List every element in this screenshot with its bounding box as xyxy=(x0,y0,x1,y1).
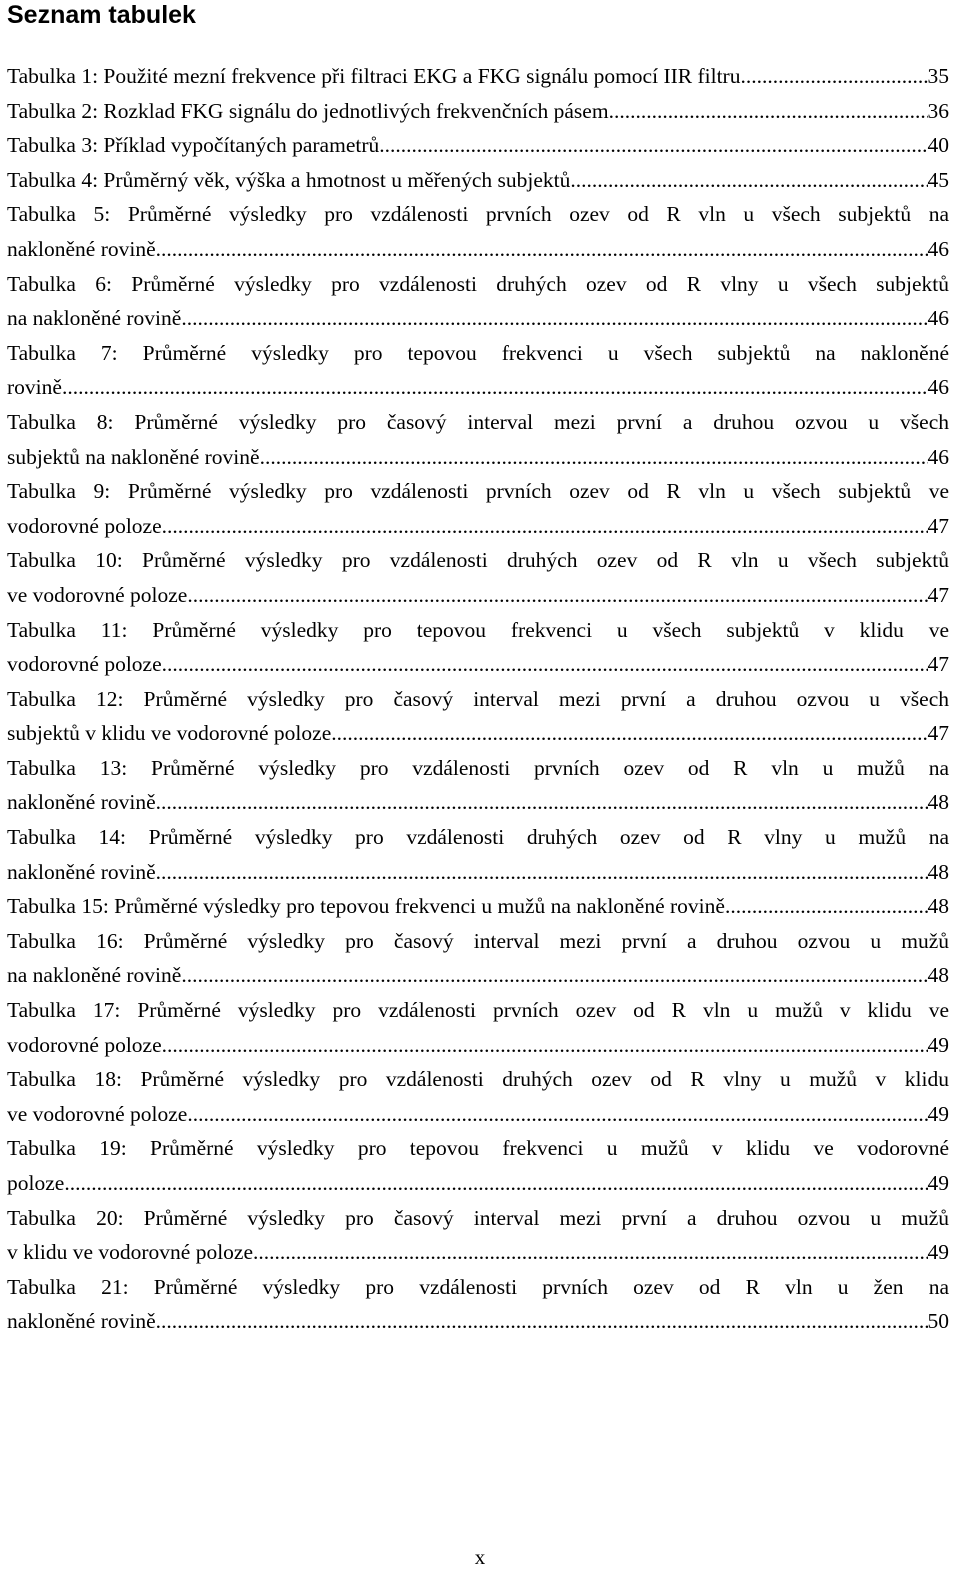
toc-entry-text: ve vodorovné poloze xyxy=(7,582,188,607)
toc-entry[interactable] xyxy=(7,1270,949,1339)
toc-entry[interactable] xyxy=(7,163,949,198)
toc-entry[interactable] xyxy=(7,1062,949,1131)
page-number-footer: x xyxy=(474,1545,486,1569)
toc-page-number: 47 xyxy=(927,721,949,746)
toc-entry-text: Tabulka 4: Průměrný věk, výška a hmotnost u měřených subjektů xyxy=(7,167,571,192)
toc-page-number: 36 xyxy=(927,98,949,123)
dot-leader xyxy=(570,163,927,198)
toc-entry[interactable] xyxy=(7,613,949,682)
dot-leader xyxy=(187,578,927,613)
toc-entry-text: Tabulka 19: Průměrné výsledky pro tepovou frekvenci u mužů v klidu ve vodorovné xyxy=(7,1136,949,1161)
toc-entry-text: subjektů v klidu ve vodorovné poloze xyxy=(7,721,332,746)
toc-entry-text: Tabulka 12: Průměrné výsledky pro časový interval mezi první a druhou ozvou u všech xyxy=(7,686,949,711)
dot-leader xyxy=(609,94,928,129)
toc-page-number: 35 xyxy=(927,64,949,88)
toc-entry-text: Tabulka 15: Průměrné výsledky pro tepovou frekvenci u mužů na nakloněné rovině xyxy=(7,894,725,919)
toc-entry-text: Tabulka 3: Příklad vypočítaných parametrů xyxy=(7,133,380,158)
dot-leader xyxy=(331,716,927,751)
toc-entry[interactable] xyxy=(7,993,949,1062)
toc-page-number: 40 xyxy=(927,133,949,158)
toc-entry[interactable] xyxy=(7,267,949,336)
toc-page-number: 50 xyxy=(927,1309,949,1334)
toc-entry-text: nakloněné rovině xyxy=(7,790,156,815)
toc-entry-text: v klidu ve vodorovné poloze xyxy=(7,1240,254,1265)
toc-entry[interactable] xyxy=(7,751,949,820)
toc-entry-text: subjektů na nakloněné rovině xyxy=(7,444,260,469)
toc-entry-text: Tabulka 16: Průměrné výsledky pro časový interval mezi první a druhou ozvou u mužů xyxy=(7,928,949,953)
toc-page-number: 48 xyxy=(927,963,949,988)
toc-page-number: 46 xyxy=(927,306,949,331)
dot-leader xyxy=(162,509,928,544)
toc-page-number: 46 xyxy=(927,375,949,400)
dot-leader xyxy=(162,647,928,682)
dot-leader xyxy=(162,1028,928,1063)
toc-entry[interactable] xyxy=(7,820,949,889)
toc-page-number: 48 xyxy=(927,790,949,815)
toc-entry[interactable] xyxy=(7,682,949,751)
toc-entry-text: na nakloněné rovině xyxy=(7,963,182,988)
dot-leader xyxy=(379,128,927,163)
toc-page-number: 45 xyxy=(927,167,949,192)
toc-entry[interactable] xyxy=(7,197,949,266)
toc-entry-text: Tabulka 17: Průměrné výsledky pro vzdálenosti prvních ozev od R vln u mužů v klidu ve xyxy=(7,998,949,1023)
toc-entry-text: nakloněné rovině xyxy=(7,1309,156,1334)
toc-entry-text: Tabulka 14: Průměrné výsledky pro vzdálenosti druhých ozev od R vlny u mužů na xyxy=(7,825,949,850)
toc-page-number: 49 xyxy=(927,1101,949,1126)
toc-entry[interactable] xyxy=(7,474,949,543)
toc-page-number: 47 xyxy=(927,652,949,677)
dot-leader xyxy=(740,59,927,94)
dot-leader xyxy=(181,301,927,336)
toc-entry[interactable] xyxy=(7,128,949,163)
toc-entry[interactable] xyxy=(7,94,949,129)
dot-leader xyxy=(181,958,927,993)
dot-leader xyxy=(725,889,928,924)
toc-entry-text: Tabulka 10: Průměrné výsledky pro vzdálenosti druhých ozev od R vln u všech subjektů xyxy=(7,548,949,573)
toc-page-number: 47 xyxy=(927,513,949,538)
toc-entry-text: poloze xyxy=(7,1171,65,1195)
toc-entry[interactable] xyxy=(7,1201,949,1270)
toc-entry-text: Tabulka 9: Průměrné výsledky pro vzdálenosti prvních ozev od R vln u všech subjektů ve xyxy=(7,479,949,504)
toc-entry-text: nakloněné rovině xyxy=(7,859,156,884)
toc-entry-text: vodorovné poloze xyxy=(7,1032,162,1057)
dot-leader xyxy=(187,1097,927,1132)
toc-entry-text: Tabulka 5: Průměrné výsledky pro vzdálenosti prvních ozev od R vln u všech subjektů na xyxy=(7,202,949,227)
toc-entry-text: ve vodorovné poloze xyxy=(7,1101,188,1126)
dot-leader xyxy=(156,1304,928,1339)
toc-entry[interactable] xyxy=(7,405,949,474)
dot-leader xyxy=(156,232,928,267)
toc-page-number: 49 xyxy=(927,1171,949,1195)
toc-entry-text: nakloněné rovině xyxy=(7,236,156,261)
toc-entry-text: Tabulka 20: Průměrné výsledky pro časový interval mezi první a druhou ozvou u mužů xyxy=(7,1205,949,1230)
toc-entry-text: Tabulka 8: Průměrné výsledky pro časový interval mezi první a druhou ozvou u všech xyxy=(7,409,949,434)
toc-entry-text: Tabulka 18: Průměrné výsledky pro vzdálenosti druhých ozev od R vlny u mužů v klidu xyxy=(7,1067,949,1092)
toc-page-number: 47 xyxy=(927,582,949,607)
toc-entry-text: Tabulka 13: Průměrné výsledky pro vzdálenosti prvních ozev od R vln u mužů na xyxy=(7,755,949,780)
toc-entry-text: rovině xyxy=(7,375,62,400)
toc-page-number: 46 xyxy=(927,236,949,261)
toc-entry-text: vodorovné poloze xyxy=(7,652,162,677)
page-title: Seznam tabulek xyxy=(7,1,196,29)
toc-entry-text: Tabulka 21: Průměrné výsledky pro vzdálenosti prvních ozev od R vln u žen na xyxy=(7,1274,949,1299)
toc-page-number: 48 xyxy=(927,894,949,919)
toc-entry[interactable] xyxy=(7,336,949,405)
toc-entry-text: vodorovné poloze xyxy=(7,513,162,538)
toc-entry[interactable] xyxy=(7,543,949,612)
toc-entry-text: Tabulka 7: Průměrné výsledky pro tepovou frekvenci u všech subjektů na nakloněné xyxy=(7,340,949,365)
toc-entry-text: Tabulka 2: Rozklad FKG signálu do jednotlivých frekvenčních pásem xyxy=(7,98,609,123)
dot-leader xyxy=(260,440,928,475)
toc-entry-text: Tabulka 1: Použité mezní frekvence při filtraci EKG a FKG signálu pomocí IIR filtru xyxy=(7,64,741,88)
toc-entry[interactable] xyxy=(7,924,949,993)
dot-leader xyxy=(62,370,928,405)
toc-entry[interactable] xyxy=(7,1131,949,1200)
toc-entry-text: Tabulka 6: Průměrné výsledky pro vzdálenosti druhých ozev od R vlny u všech subjektů xyxy=(7,271,949,296)
toc-entry-text: Tabulka 11: Průměrné výsledky pro tepovou frekvenci u všech subjektů v klidu ve xyxy=(7,617,949,642)
dot-leader xyxy=(64,1166,927,1201)
toc-page-number: 49 xyxy=(927,1240,949,1265)
toc-entry[interactable] xyxy=(7,889,949,924)
dot-leader xyxy=(156,785,928,820)
toc-entry-text: na nakloněné rovině xyxy=(7,306,182,331)
dot-leader xyxy=(253,1235,927,1270)
table-list xyxy=(7,59,949,1339)
dot-leader xyxy=(156,855,928,890)
toc-page-number: 48 xyxy=(927,859,949,884)
toc-page-number: 46 xyxy=(927,444,949,469)
document-page xyxy=(7,0,949,1339)
toc-entry[interactable] xyxy=(7,59,949,94)
toc-page-number: 49 xyxy=(927,1032,949,1057)
